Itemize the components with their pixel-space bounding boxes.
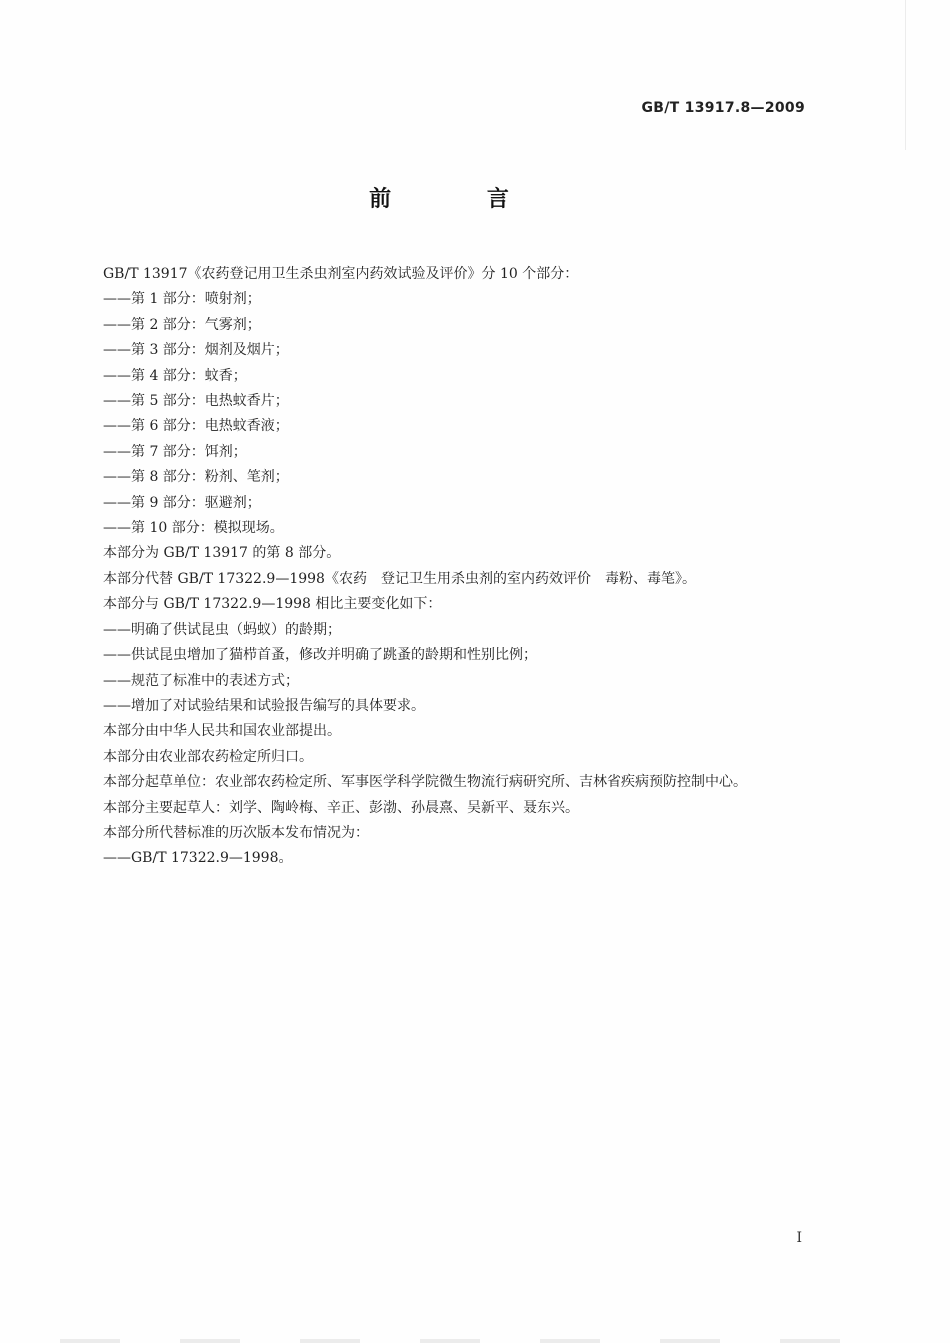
paragraph-line: 本部分为 GB/T 13917 的第 8 部分。 (103, 545, 341, 562)
list-item: ——第 8 部分：粉剂、笔剂； (103, 469, 289, 486)
standard-code: GB/T 13917.8—2009 (641, 100, 805, 116)
list-item: ——规范了标准中的表述方式； (103, 672, 299, 689)
list-item: ——第 5 部分：电热蚊香片； (103, 393, 289, 410)
scan-bottom-artifact (60, 1339, 880, 1343)
list-item: ——第 3 部分：烟剂及烟片； (103, 342, 289, 359)
list-item: ——第 7 部分：饵剂； (103, 443, 247, 460)
list-item: ——GB/T 17322.9—1998。 (103, 850, 293, 867)
paragraph-line: GB/T 13917《农药登记用卫生杀虫剂室内药效试验及评价》分 10 个部分： (103, 266, 579, 282)
list-item: ——第 10 部分：模拟现场。 (103, 520, 284, 537)
paragraph-line: 本部分由中华人民共和国农业部提出。 (103, 723, 341, 740)
paragraph-line: 本部分代替 GB/T 17322.9—1998《农药 登记卫生用杀虫剂的室内药效评价 毒粉、毒笔》。 (103, 570, 696, 587)
list-item: ——明确了供试昆虫（蚂蚁）的龄期； (103, 621, 341, 638)
paragraph-line: 本部分所代替标准的历次版本发布情况为： (103, 824, 369, 841)
scan-edge-line (905, 0, 906, 150)
list-item: ——第 2 部分：气雾剂； (103, 316, 261, 333)
paragraph-line: 本部分与 GB/T 17322.9—1998 相比主要变化如下： (103, 596, 442, 613)
foreword-body (70, 262, 810, 872)
paragraph-line: 本部分主要起草人：刘学、陶岭梅、辛正、彭渤、孙晨熹、吴新平、聂东兴。 (103, 799, 579, 816)
list-item: ——第 9 部分：驱避剂； (103, 494, 261, 511)
list-item: ——第 1 部分：喷射剂； (103, 291, 261, 308)
list-item: ——第 4 部分：蚊香； (103, 367, 247, 384)
drafting-units-paragraph: 本部分起草单位：农业部农药检定所、军事医学科学院微生物流行病研究所、吉林省疾病预防控制中心。 (103, 774, 747, 791)
page-number: I (796, 1230, 802, 1246)
list-item: ——供试昆虫增加了猫栉首蚤，修改并明确了跳蚤的龄期和性别比例； (103, 647, 537, 664)
list-item: ——第 6 部分：电热蚊香液； (103, 418, 289, 435)
list-item: ——增加了对试验结果和试验报告编写的具体要求。 (103, 697, 425, 714)
page-title: 前 言 (369, 187, 553, 212)
paragraph-line: 本部分由农业部农药检定所归口。 (103, 748, 313, 765)
